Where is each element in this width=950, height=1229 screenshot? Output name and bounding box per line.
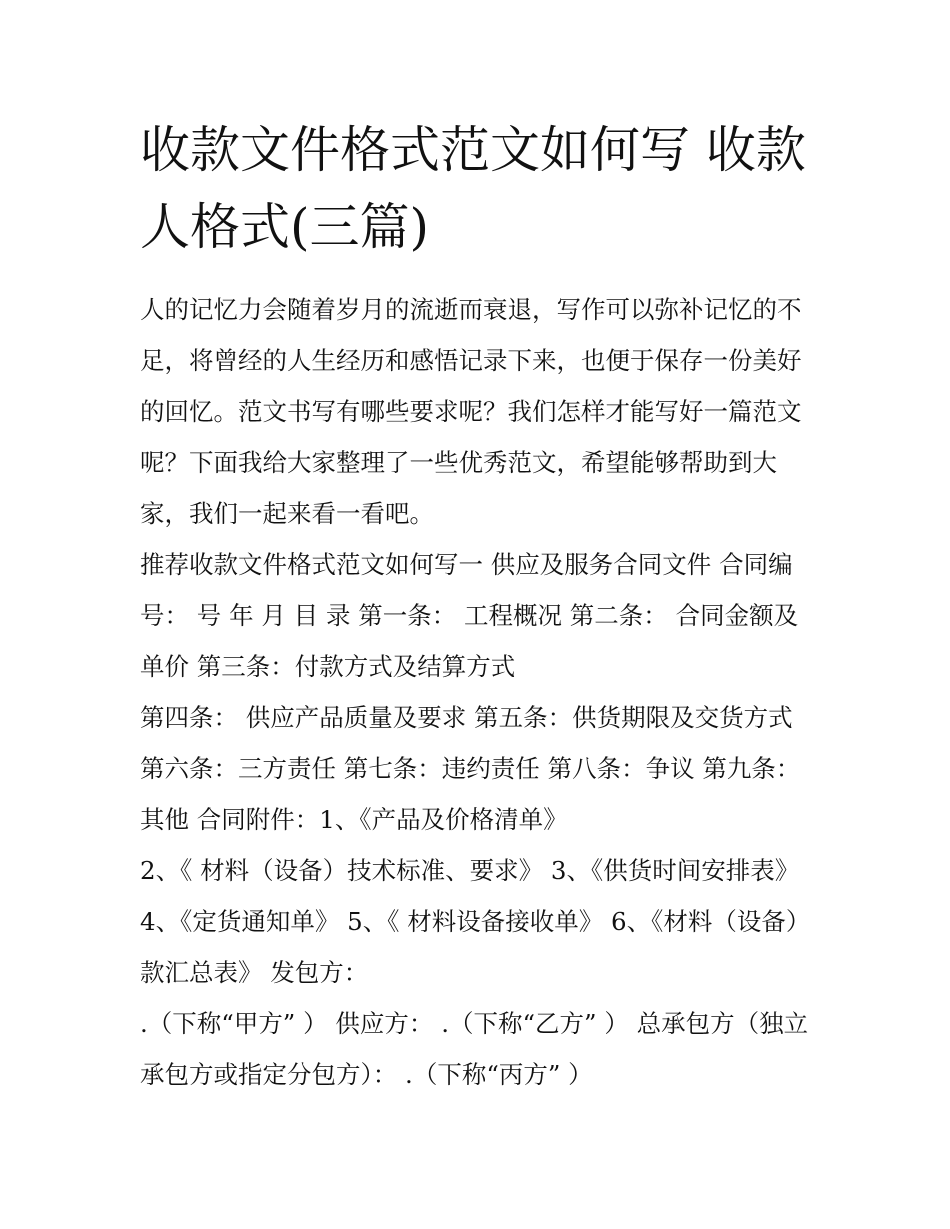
contract-paragraph-1: 推荐收款文件格式范文如何写一 供应及服务合同文件 合同编号： 号 年 月 目 录 第一条： 工程概况 第二条： 合同金额及单价 第三条：付款方式及结算方式 — [140, 550, 799, 681]
contract-paragraph-4: .（下称“甲方” ） 供应方： .（下称“乙方” ） 总承包方（独立承包方或指定分包方）： .（下称“丙方” ） — [140, 1009, 809, 1089]
document-title: 收款文件格式范文如何写 收款人格式(三篇) — [140, 121, 806, 256]
intro-paragraph: 人的记忆力会随着岁月的流逝而衰退，写作可以弥补记忆的不足，将曾经的人生经历和感悟记录下来，也便于保存一份美好的回忆。范文书写有哪些要求呢？我们怎样才能写好一篇范文呢？下面我给大家整理了一些优秀范文，希望能够帮助到大家，我们一起来看一看吧。 — [140, 295, 802, 528]
contract-paragraph-3: 2、《 材料（设备）技术标准、要求》 3、《供货时间安排表》 4、《定货通知单》 5、《 材料设备接收单》 6、《材料（设备）款汇总表》 发包方： — [140, 856, 811, 987]
document-body — [140, 284, 820, 1100]
contract-paragraph-2: 第四条： 供应产品质量及要求 第五条：供货期限及交货方式 第六条：三方责任 第七条：违约责任 第八条：争议 第九条：其他 合同附件：1、《产品及价格清单》 — [140, 703, 801, 834]
